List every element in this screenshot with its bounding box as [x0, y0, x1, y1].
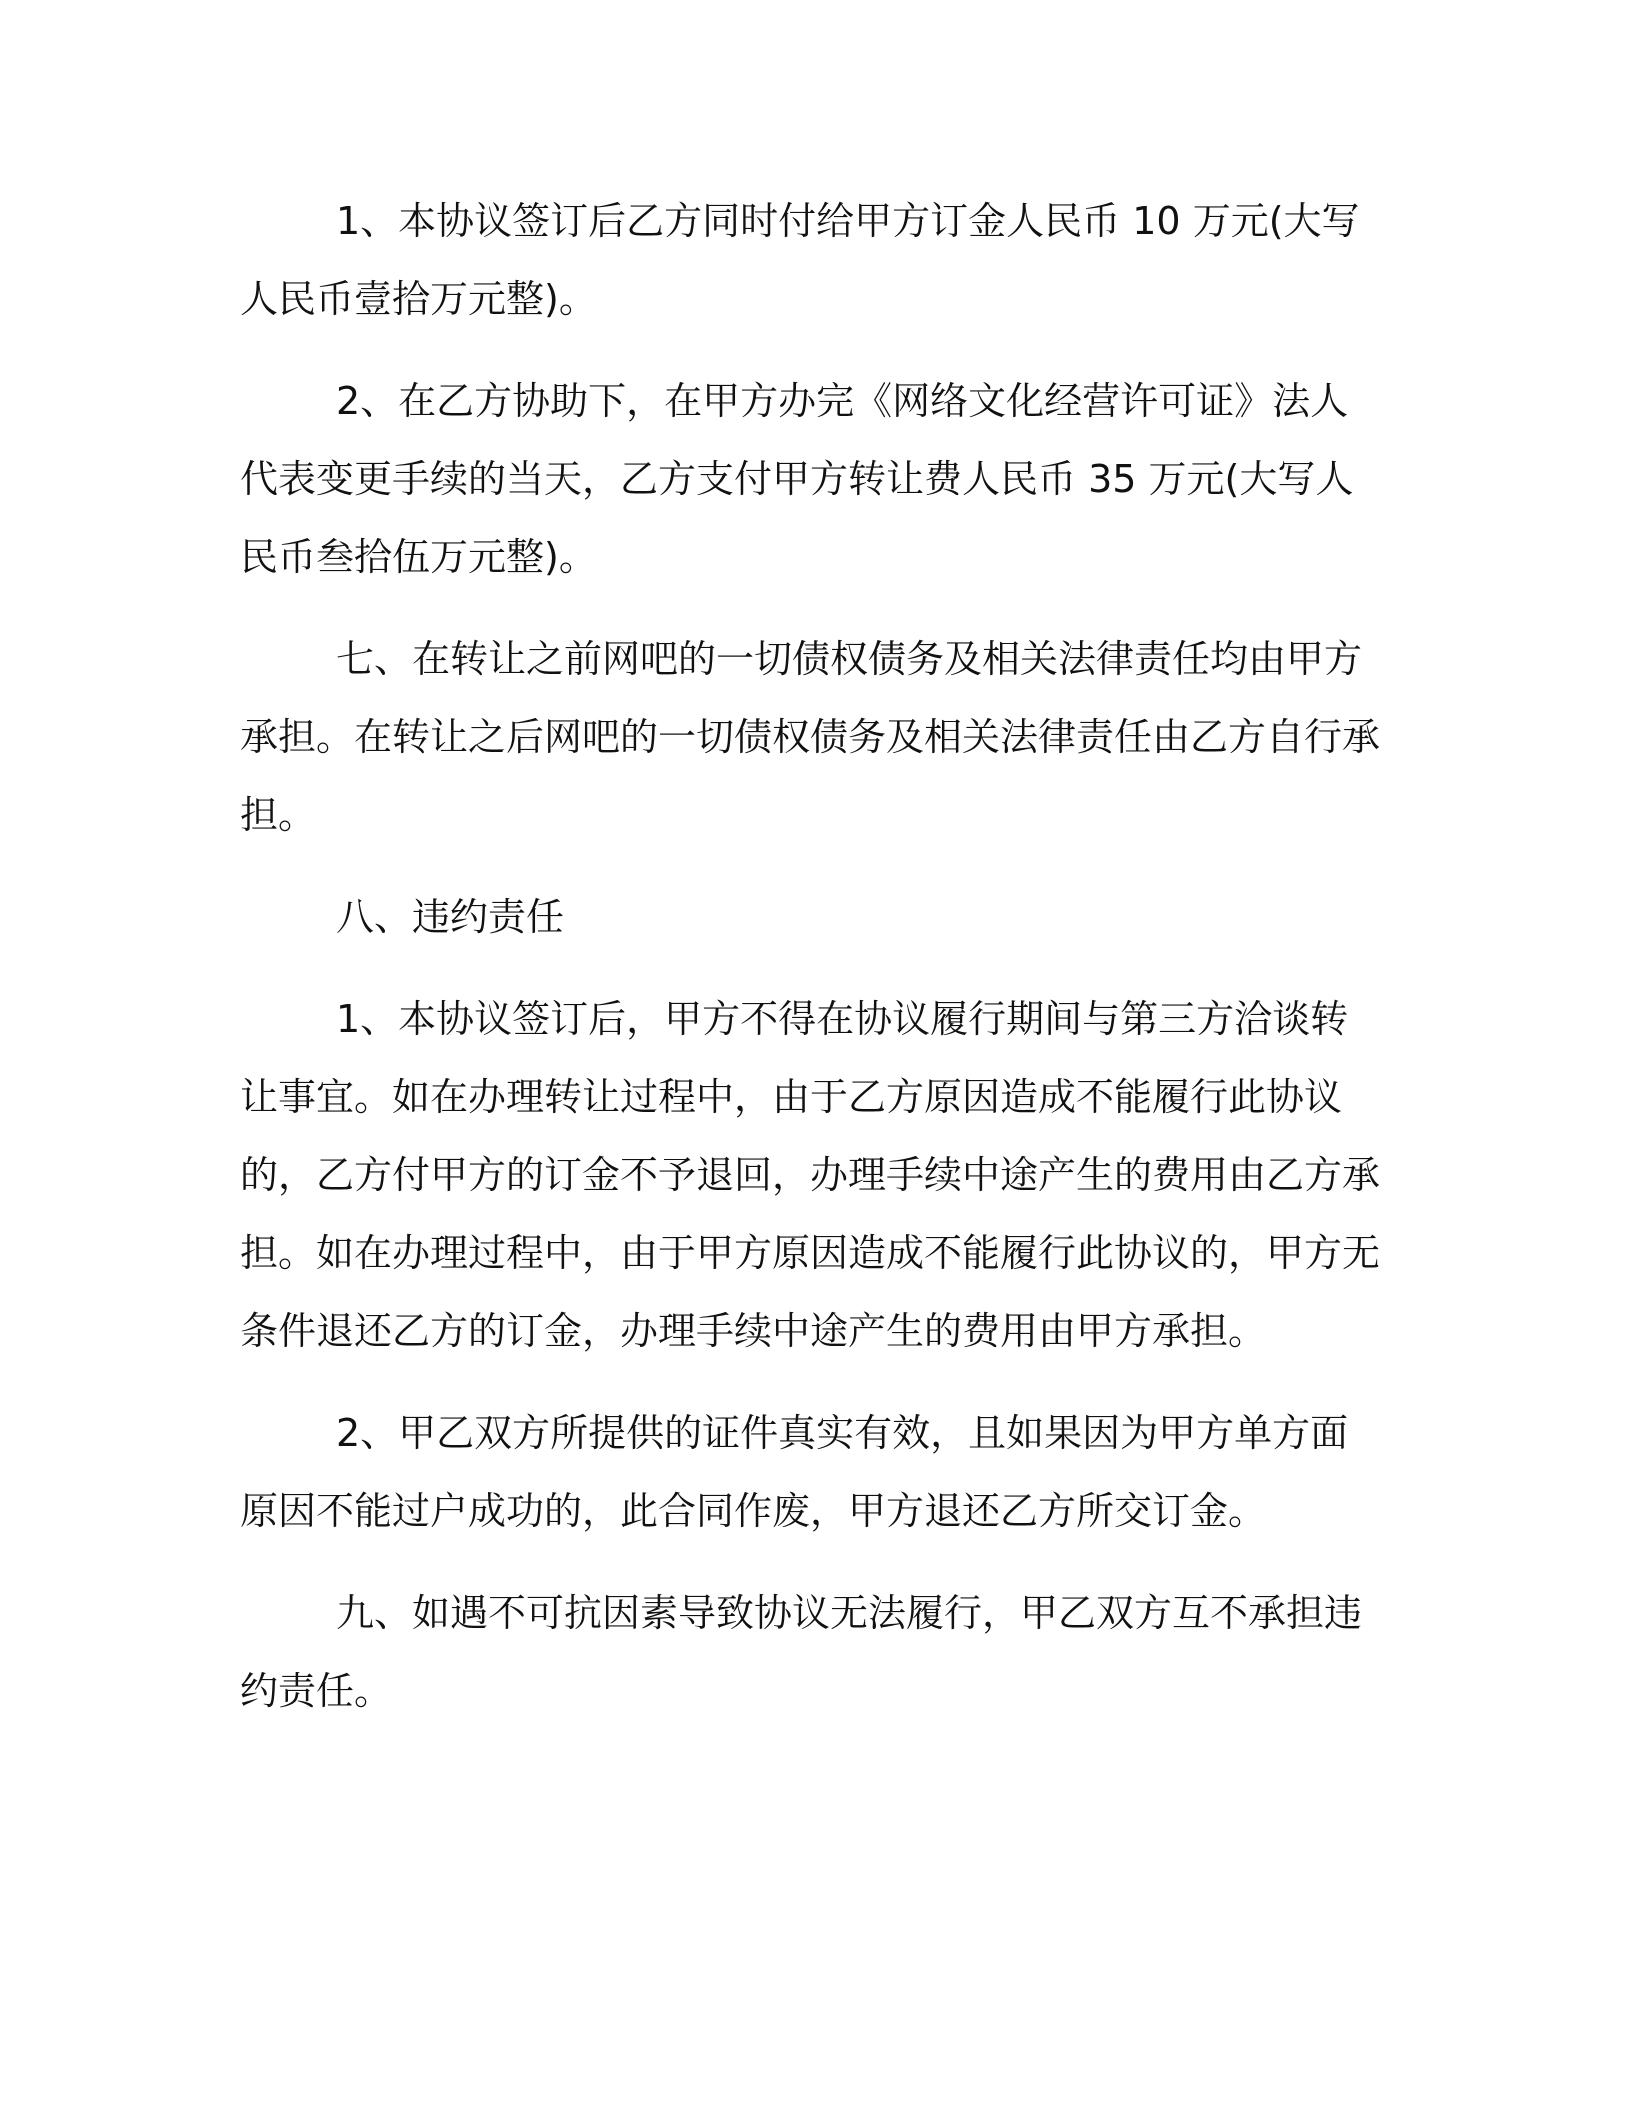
clause-1-deposit: 1、本协议签订后乙方同时付给甲方订金人民币 10 万元(大写人民币壹拾万元整)。 [240, 199, 1360, 321]
breach-clause-1: 1、本协议签订后，甲方不得在协议履行期间与第三方洽谈转让事宜。如在办理转让过程中，由于乙方原因造成不能履行此协议的，乙方付甲方的订金不予退回，办理手续中途产生的费用由乙方承担。如在办理过程中，由于甲方原因造成不能履行此协议的，甲方无条件退还乙方的订金，办理手续中途产生的费用由甲方承担。 [240, 997, 1381, 1353]
clause-7-debts: 七、在转让之前网吧的一切债权债务及相关法律责任均由甲方承担。在转让之后网吧的一切债权债务及相关法律责任由乙方自行承担。 [240, 637, 1381, 837]
clause-2-transfer-fee: 2、在乙方协助下，在甲方办完《网络文化经营许可证》法人代表变更手续的当天，乙方支付甲方转让费人民币 35 万元(大写人民币叁拾伍万元整)。 [240, 379, 1354, 579]
section-heading-breach: 八、违约责任 [336, 895, 565, 939]
breach-clause-2: 2、甲乙双方所提供的证件真实有效，且如果因为甲方单方面原因不能过户成功的，此合同作废，甲方退还乙方所交订金。 [240, 1411, 1349, 1533]
clause-9-force-majeure: 九、如遇不可抗因素导致协议无法履行，甲乙双方互不承担违约责任。 [240, 1591, 1363, 1713]
document-page [240, 182, 1380, 1754]
